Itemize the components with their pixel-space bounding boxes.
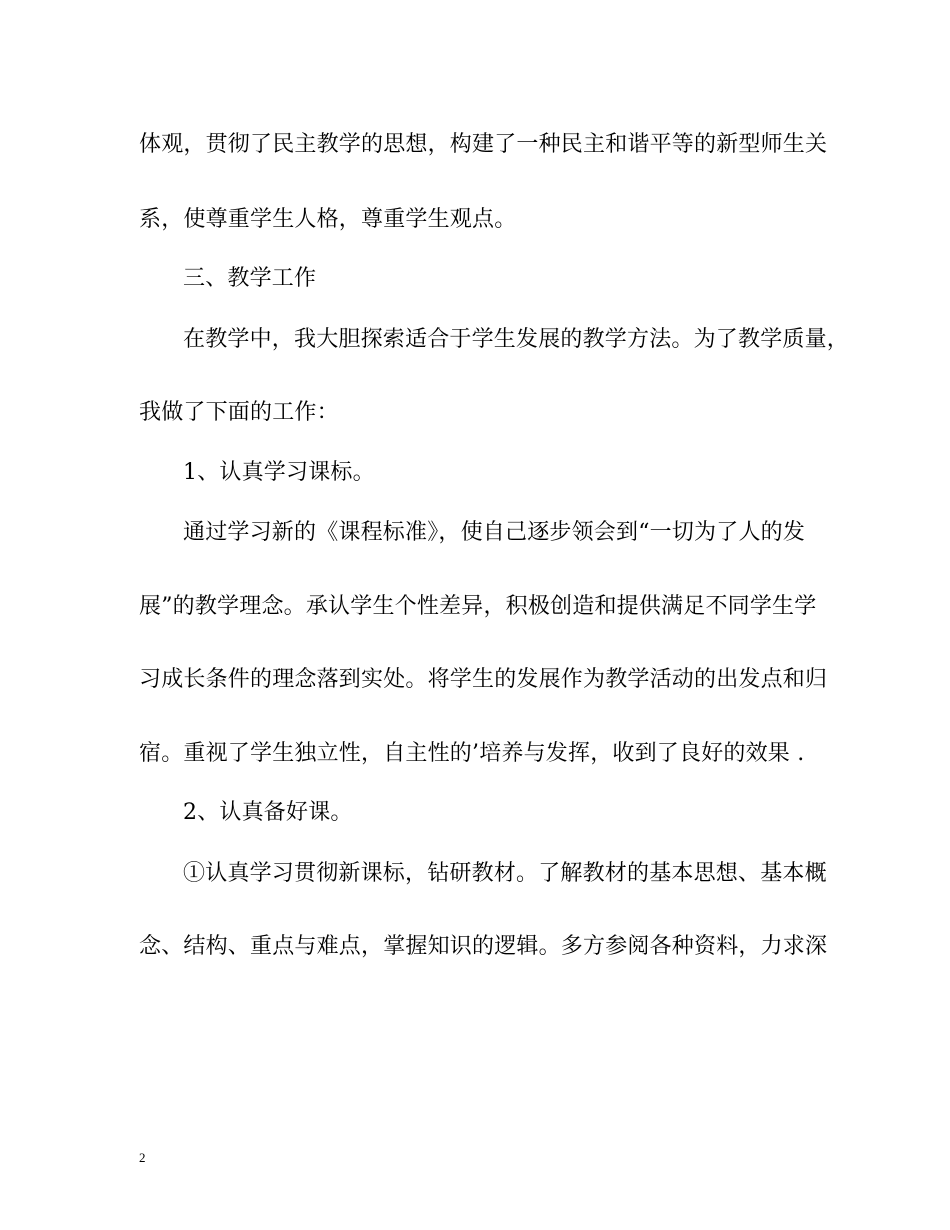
subheading-prepare-lessons: 2、认真备好课。 (183, 800, 353, 825)
subheading-study-curriculum: 1、认真学习课标。 (183, 460, 375, 485)
text-line-7: 通过学习新的《课程标准》，使自己逐步领会到“一切为了人的发 (183, 520, 806, 545)
text-line-8: 展”的教学理念。承认学生个性差异，积极创造和提供满足不同学生学 (139, 594, 817, 619)
text-line-2: 系，使尊重学生人格，尊重学生观点。 (139, 207, 517, 232)
text-line-1: 体观，贯彻了民主教学的思想，构建了一种民主和谐平等的新型师生关 (139, 132, 828, 157)
text-line-9: 习成长条件的理念落到实处。将学生的发展作为教学活动的出发点和归 (139, 667, 828, 692)
text-line-10: 宿。重视了学生独立性，自主性的’培养与发挥，收到了良好的效果 . (139, 741, 805, 766)
text-line-12: ①认真学习贯彻新课标，钻研教材。了解教材的基本思想、基本概 (183, 861, 827, 886)
text-line-4: 在教学中，我大胆探索适合于学生发展的教学方法。为了教学质量， (183, 327, 850, 352)
section-heading-teaching-work: 三、教学工作 (183, 266, 317, 291)
text-line-5: 我做了下面的工作： (139, 400, 339, 425)
page-number: 2 (139, 1150, 146, 1165)
text-line-13: 念、结构、重点与难点，掌握知识的逻辑。多方参阅各种资料，力求深 (139, 934, 828, 959)
